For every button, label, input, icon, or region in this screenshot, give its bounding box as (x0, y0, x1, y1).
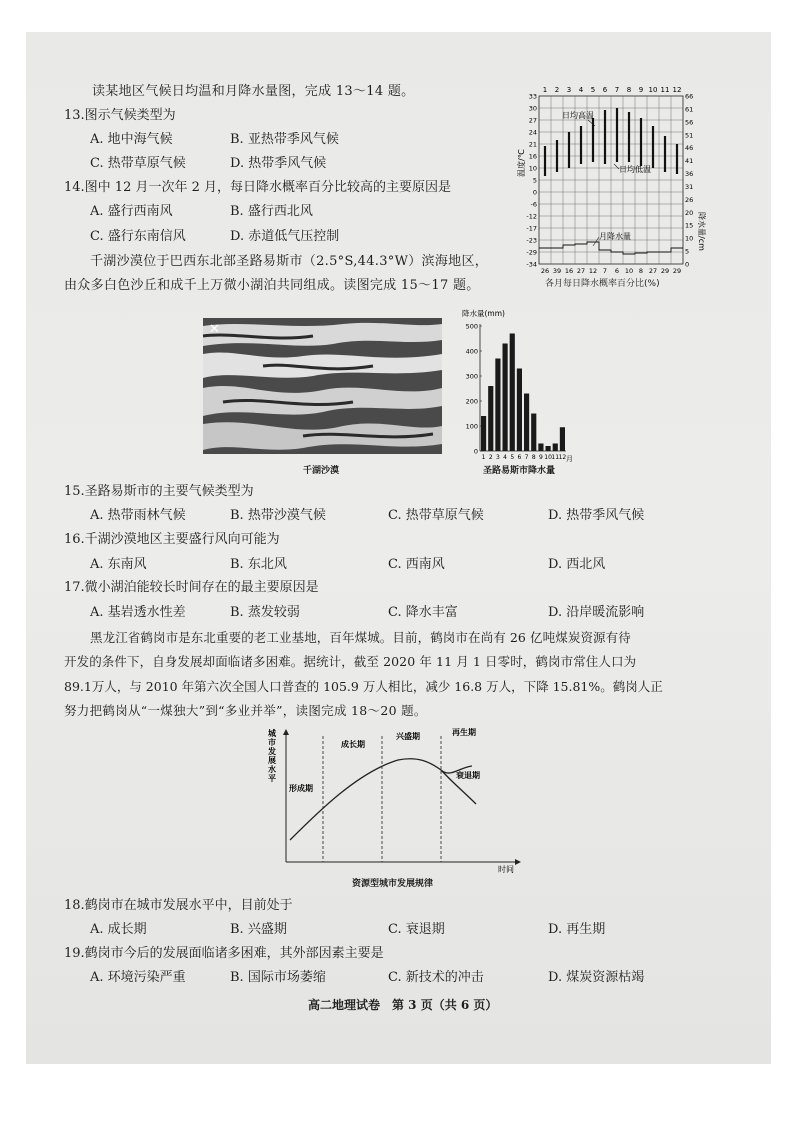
rain-chart-x-labels (482, 454, 567, 461)
climate-right-tick: 31 (685, 182, 694, 191)
climate-left-tick: 27 (528, 116, 537, 125)
climate-label-low: 日均低温 (619, 165, 651, 174)
climate-left-tick: -23 (526, 236, 537, 245)
climate-left-tick: -17 (526, 224, 537, 233)
rain-chart-x-label: 8 (531, 454, 536, 461)
rain-chart-y-tick: 100 (465, 422, 478, 431)
rain-chart-bar (553, 444, 558, 452)
climate-left-tick: 5 (532, 176, 537, 185)
rain-chart-x-label: 1 (481, 454, 486, 461)
climate-month-label: 4 (578, 86, 584, 94)
q16-option-d[interactable]: D. 西北风 (548, 557, 606, 572)
rain-chart-x-label: 5 (510, 454, 515, 461)
climate-left-tick: 33 (528, 92, 537, 101)
q17-option-c[interactable]: C. 降水丰富 (388, 605, 458, 620)
q18-option-b[interactable]: B. 兴盛期 (230, 922, 287, 937)
rain-chart-y-ticks (466, 323, 482, 456)
city-ylabel-char: 市 (268, 738, 276, 747)
rain-chart-bar (531, 414, 536, 452)
q14-option-c[interactable]: C. 盛行东南信风 (90, 229, 186, 244)
climate-left-tick: -6 (530, 200, 537, 209)
q19-option-b[interactable]: B. 国际市场萎缩 (230, 970, 326, 985)
q13-option-c[interactable]: C. 热带草原气候 (90, 156, 186, 171)
rain-chart-x-label: 12 (558, 454, 567, 461)
q15-option-d[interactable]: D. 热带季风气候 (548, 508, 645, 523)
q14-option-a[interactable]: A. 盛行西南风 (90, 204, 173, 219)
climate-right-tick: 10 (685, 234, 694, 243)
intro-18-20-line3: 89.1万人，与 2010 年第六次全国人口普查的 105.9 万人相比，减少 16.8 万人，下降 15.81%。鹤岗人正 (64, 679, 663, 694)
climate-bottom-value: 7 (602, 267, 608, 275)
stage-formation-label: 形成期 (289, 784, 313, 793)
climate-left-axis-label: 温度/℃ (517, 149, 526, 177)
q15-option-c[interactable]: C. 热带草原气候 (388, 508, 484, 523)
rain-chart-y-tick: 400 (465, 347, 478, 356)
climate-bottom-value: 27 (576, 267, 586, 275)
climate-right-tick: 41 (685, 157, 694, 166)
climate-right-tick: 0 (685, 260, 690, 269)
climate-left-tick: 0 (532, 188, 537, 197)
q18-option-a[interactable]: A. 成长期 (90, 922, 147, 937)
intro-15-17-line2: 由众多白色沙丘和成千上万微小湖泊共同组成。读图完成 15～17 题。 (64, 278, 480, 293)
desert-photo (203, 318, 442, 454)
question-16-stem: 16.千湖沙漠地区主要盛行风向可能为 (64, 532, 280, 547)
climate-left-tick: 16 (528, 152, 537, 161)
intro-18-20-line1: 黑龙江省鹤岗市是东北重要的老工业基地，百年煤城。目前，鹤岗市在尚有 26 亿吨煤炭资源有待 (90, 630, 631, 645)
rain-chart-x-label: 11 (551, 454, 560, 461)
rain-chart-x-label: 10 (544, 454, 552, 461)
rain-chart-bars (481, 334, 565, 452)
q16-option-b[interactable]: B. 东北风 (230, 557, 287, 572)
climate-month-label: 11 (660, 86, 670, 94)
climate-right-tick: 5 (685, 247, 690, 256)
climate-right-tick: 15 (685, 221, 694, 230)
climate-right-tick: 26 (685, 195, 694, 204)
city-chart-caption: 资源型城市发展规律 (352, 879, 434, 889)
question-14-stem: 14.图中 12 月一次年 2 月，每日降水概率百分比较高的主要原因是 (64, 180, 452, 195)
climate-right-tick: 46 (685, 144, 694, 153)
climate-bottom-value: 29 (660, 267, 670, 275)
q16-option-a[interactable]: A. 东南风 (90, 557, 147, 572)
q13-option-a[interactable]: A. 地中海气候 (90, 132, 173, 147)
climate-month-label: 6 (602, 86, 608, 94)
climate-chart-right-ticks (685, 93, 693, 269)
climate-right-tick: 20 (685, 208, 694, 217)
climate-bottom-value: 10 (624, 267, 634, 275)
climate-right-tick: 61 (685, 105, 694, 114)
question-19-stem: 19.鹤岗市今后的发展面临诸多困难，其外部因素主要是 (64, 946, 384, 961)
climate-chart (515, 82, 705, 292)
north-arrow-icon: ✕ (209, 322, 220, 337)
climate-right-tick: 36 (685, 170, 694, 179)
climate-label-precip: 月降水量 (599, 232, 631, 241)
climate-month-label: 1 (542, 86, 548, 94)
intro-18-20-line2: 开发的条件下，自身发展却面临诸多困难。据统计，截至 2020 年 11 月 1 日零时，鹤岗市常住人口为 (64, 654, 637, 669)
rain-chart-bar (538, 444, 543, 452)
q14-option-b[interactable]: B. 盛行西北风 (230, 204, 313, 219)
climate-right-axis-label: 降水量/cm (697, 212, 706, 251)
climate-bottom-value: 39 (552, 267, 562, 275)
climate-month-label: 2 (554, 86, 560, 94)
desert-photo-image (203, 318, 442, 454)
climate-bottom-value: 6 (614, 267, 620, 275)
question-17-stem: 17.微小湖泊能较长时间存在的最主要原因是 (64, 580, 319, 595)
rain-chart-x-label: 6 (517, 454, 522, 461)
climate-bottom-value: 29 (672, 267, 682, 275)
rain-chart-x-label: 7 (524, 454, 529, 461)
climate-month-label: 5 (590, 86, 596, 94)
rain-chart-caption: 圣路易斯市降水量 (483, 466, 556, 476)
q15-option-a[interactable]: A. 热带雨林气候 (90, 508, 186, 523)
climate-bottom-value: 16 (564, 267, 574, 275)
q15-option-b[interactable]: B. 热带沙漠气候 (230, 508, 326, 523)
q17-option-d[interactable]: D. 沿岸暖流影响 (548, 605, 645, 620)
question-13-stem: 13.图示气候类型为 (64, 108, 176, 123)
climate-left-tick: -29 (526, 248, 537, 257)
rain-chart-x-label: 3 (496, 454, 500, 461)
city-ylabel-char: 展 (268, 756, 276, 765)
stage-regen-label: 再生期 (452, 728, 476, 737)
page-footer: 高二地理试卷 第 3 页（共 6 页） (308, 998, 498, 1012)
climate-left-tick: 30 (528, 104, 537, 113)
climate-month-label: 9 (638, 86, 644, 94)
climate-month-label: 3 (566, 86, 572, 94)
q18-option-c[interactable]: C. 衰退期 (388, 922, 445, 937)
question-18-stem: 18.鹤岗市在城市发展水平中，目前处于 (64, 898, 293, 913)
q19-option-c[interactable]: C. 新技术的冲击 (388, 970, 484, 985)
q17-option-a[interactable]: A. 基岩透水性差 (90, 605, 186, 620)
climate-label-high: 日均高温 (562, 111, 594, 120)
climate-right-tick: 56 (685, 118, 694, 127)
rain-chart-x-unit: 月 (566, 455, 573, 463)
climate-chart-left-ticks (526, 93, 537, 269)
q19-option-a[interactable]: A. 环境污染严重 (90, 970, 186, 985)
rain-chart-bar (495, 359, 500, 452)
q14-option-d[interactable]: D. 赤道低气压控制 (230, 229, 340, 244)
city-chart-xlabel: 时间 (498, 865, 514, 874)
city-development-chart (258, 722, 528, 874)
rain-chart-x-label: 4 (503, 454, 507, 461)
climate-chart-caption: 各月每日降水概率百分比(%) (545, 279, 660, 289)
climate-left-tick: 10 (528, 164, 537, 173)
rain-chart-ylabel: 降水量(mm) (462, 309, 505, 318)
rain-chart-bar (481, 416, 486, 451)
stage-decline-label: 衰退期 (456, 771, 480, 780)
q18-option-d[interactable]: D. 再生期 (548, 922, 606, 937)
climate-chart-month-labels (543, 86, 682, 94)
rain-chart-y-tick: 200 (465, 397, 478, 406)
climate-bottom-value: 12 (588, 267, 598, 275)
climate-left-tick: -12 (526, 212, 537, 221)
rain-chart-bar (488, 386, 493, 451)
rain-chart-x-label: 2 (488, 454, 493, 461)
city-ylabel-char: 水 (268, 765, 276, 774)
climate-chart-bottom-values (541, 267, 681, 275)
stage-peak-label: 兴盛期 (396, 732, 420, 741)
rain-chart-bar (560, 427, 565, 451)
stage-growth-label: 成长期 (341, 740, 365, 749)
climate-bottom-value: 27 (648, 267, 658, 275)
climate-bottom-value: 26 (540, 267, 550, 275)
climate-right-tick: 66 (685, 92, 694, 101)
city-chart-ylabel (267, 728, 277, 783)
intro-13-14: 读某地区气候日均温和月降水量图，完成 13～14 题。 (92, 84, 415, 99)
rain-chart-bar (510, 334, 515, 452)
climate-bottom-value: 8 (638, 267, 644, 275)
climate-label-precip-pointer (593, 237, 599, 246)
q16-option-c[interactable]: C. 西南风 (388, 557, 445, 572)
rain-chart-bar (503, 344, 508, 452)
q13-option-d[interactable]: D. 热带季风气候 (230, 156, 327, 171)
climate-left-tick: 21 (528, 140, 537, 149)
climate-month-label: 8 (626, 86, 632, 94)
q13-option-b[interactable]: B. 亚热带季风气候 (230, 132, 339, 147)
q17-option-b[interactable]: B. 蒸发较弱 (230, 605, 300, 620)
intro-15-17-line1: 千湖沙漠位于巴西东北部圣路易斯市（2.5°S,44.3°W）滨海地区， (90, 254, 489, 269)
climate-month-label: 12 (672, 86, 682, 94)
rain-chart-y-tick: 0 (473, 447, 478, 456)
rain-chart (458, 306, 578, 464)
city-ylabel-char: 平 (268, 774, 276, 783)
desert-photo-caption: 千湖沙漠 (303, 466, 340, 476)
question-15-stem: 15.圣路易斯市的主要气候类型为 (64, 484, 254, 499)
rain-chart-bar (546, 446, 551, 451)
climate-month-label: 7 (614, 86, 620, 94)
rain-chart-y-tick: 500 (465, 322, 478, 331)
climate-month-label: 10 (648, 86, 658, 94)
climate-left-tick: -34 (526, 260, 537, 269)
rain-chart-x-label: 9 (539, 454, 543, 461)
rain-chart-bar (517, 369, 522, 452)
climate-right-tick: 51 (685, 131, 694, 140)
city-ylabel-char: 发 (268, 747, 276, 756)
climate-left-tick: 24 (528, 128, 537, 137)
intro-18-20-line4: 努力把鹤岗从“一煤独大”到“多业并举”，读图完成 18～20 题。 (64, 703, 427, 718)
development-curve (290, 759, 441, 840)
city-ylabel-char: 城 (268, 729, 276, 738)
q19-option-d[interactable]: D. 煤炭资源枯竭 (548, 970, 645, 985)
rain-chart-y-tick: 300 (465, 372, 478, 381)
rain-chart-bar (524, 394, 529, 452)
